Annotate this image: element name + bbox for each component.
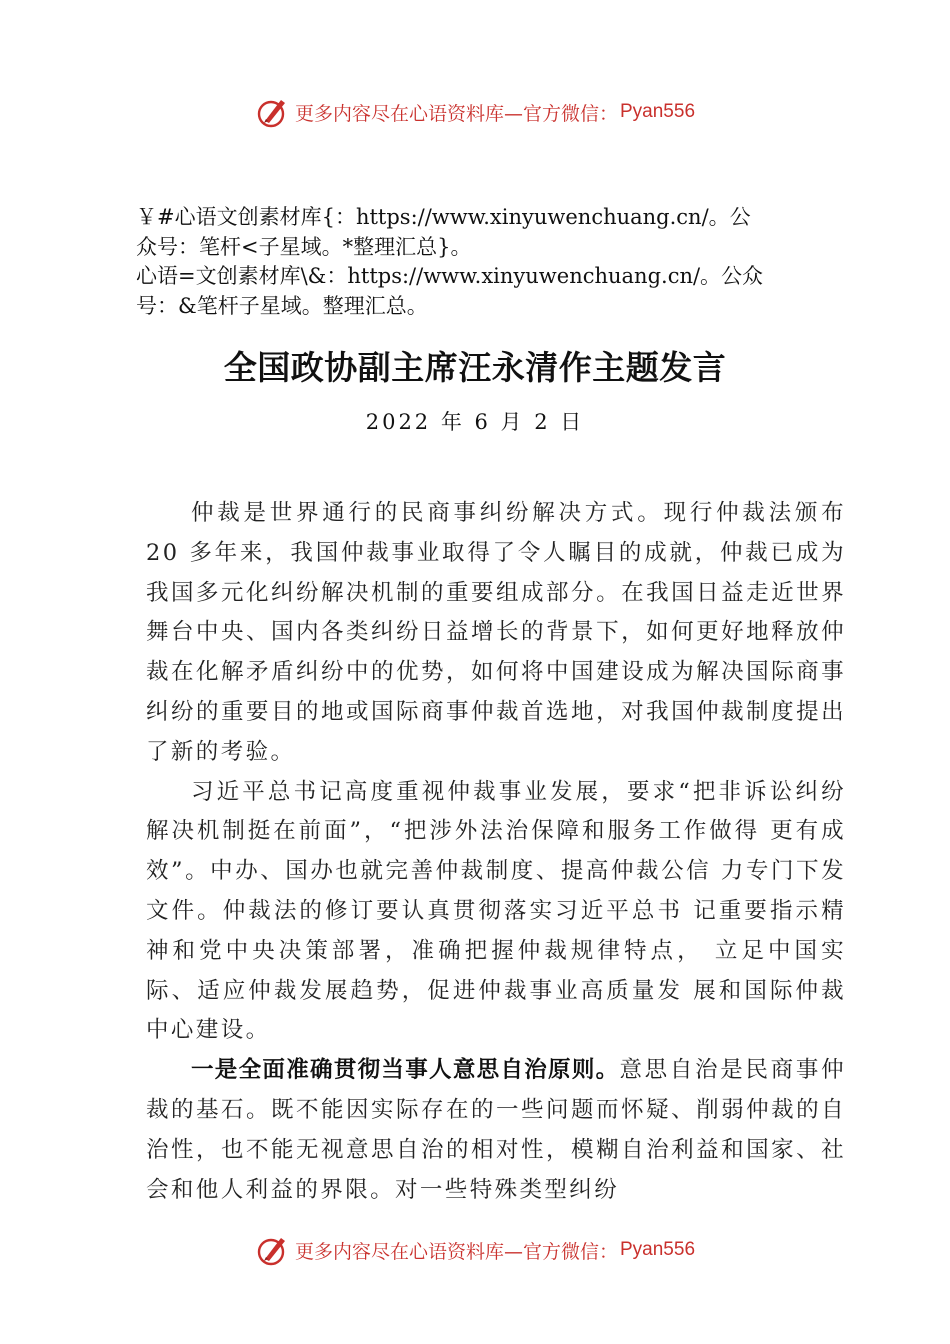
header-line: 号：&笔杆子星域。整理汇总。 [136, 293, 428, 318]
body-paragraph [146, 773, 846, 1052]
wechat-id: Pyan556 [620, 101, 696, 122]
watermark-text: 更多内容尽在心语资料库—官方微信： [294, 1240, 618, 1263]
quill-pen-logo-icon [255, 1232, 291, 1268]
watermark-banner-bottom [0, 1230, 950, 1270]
document-date: 2022 年 6 月 2 日 [365, 410, 585, 434]
document-title: 全国政协副主席汪永清作主题发言 [223, 348, 727, 387]
header-line: 心语=文创素材库\&：https://www.xinyuwenchuang.cn/。公众 [136, 264, 764, 288]
header-line: ￥#心语文创素材库{：https://www.xinyuwenchuang.cn/。公 [136, 205, 751, 229]
body-paragraph [146, 494, 846, 773]
document-body [146, 494, 846, 1210]
body-paragraph [146, 1051, 846, 1210]
watermark-text: 更多内容尽在心语资料库—官方微信： [294, 102, 618, 125]
wechat-id: Pyan556 [620, 1239, 696, 1260]
paragraph-text: 习近平总书记高度重视仲裁事业发展，要求“把非诉讼纠纷解决机制挺在前面”，“把涉外法治保障和服务工作做得 更有成效”。中办、国办也就完善仲裁制度、提高仲裁公信 力专门下发文件。仲裁法的修订要认真贯彻落实习近平总书 记重要指示精神和党中央决策部署，准确把握仲裁规律特点， 立足中国实际、适应仲裁发展趋势，促进仲裁事业高质量发 展和国际仲裁中心建设。 [146, 778, 846, 1044]
watermark-banner-top [0, 92, 950, 132]
source-header [136, 203, 856, 321]
paragraph-text: 意思自治是民商事仲裁的基石。既不能因实际存在的一些问题而怀疑、削弱仲裁的自治性，也不能无视意思自治的相对性，模糊自治利益和国家、社会和他人利益的界限。对一些特殊类型纠纷 [146, 1057, 846, 1203]
paragraph-lead: 一是全面准确贯彻当事人意思自治原则。 [191, 1057, 620, 1084]
paragraph-text: 仲裁是世界通行的民商事纠纷解决方式。现行仲裁法颁布 20 多年来，我国仲裁事业取得了令人瞩目的成就，仲裁已成为我国多元化纠纷解决机制的重要组成部分。在我国日益走近世界舞台中央、国内各类纠纷日益增长的背景下，如何更好地释放仲裁在化解矛盾纠纷中的优势，如何将中国建设成为解决国际商事纠纷的重要目的地或国际商事仲裁首选地，对我国仲裁制度提出了新的考验。 [146, 500, 846, 765]
quill-pen-logo-icon [255, 94, 291, 130]
header-line: 众号：笔杆<子星域。*整理汇总}。 [136, 234, 472, 259]
